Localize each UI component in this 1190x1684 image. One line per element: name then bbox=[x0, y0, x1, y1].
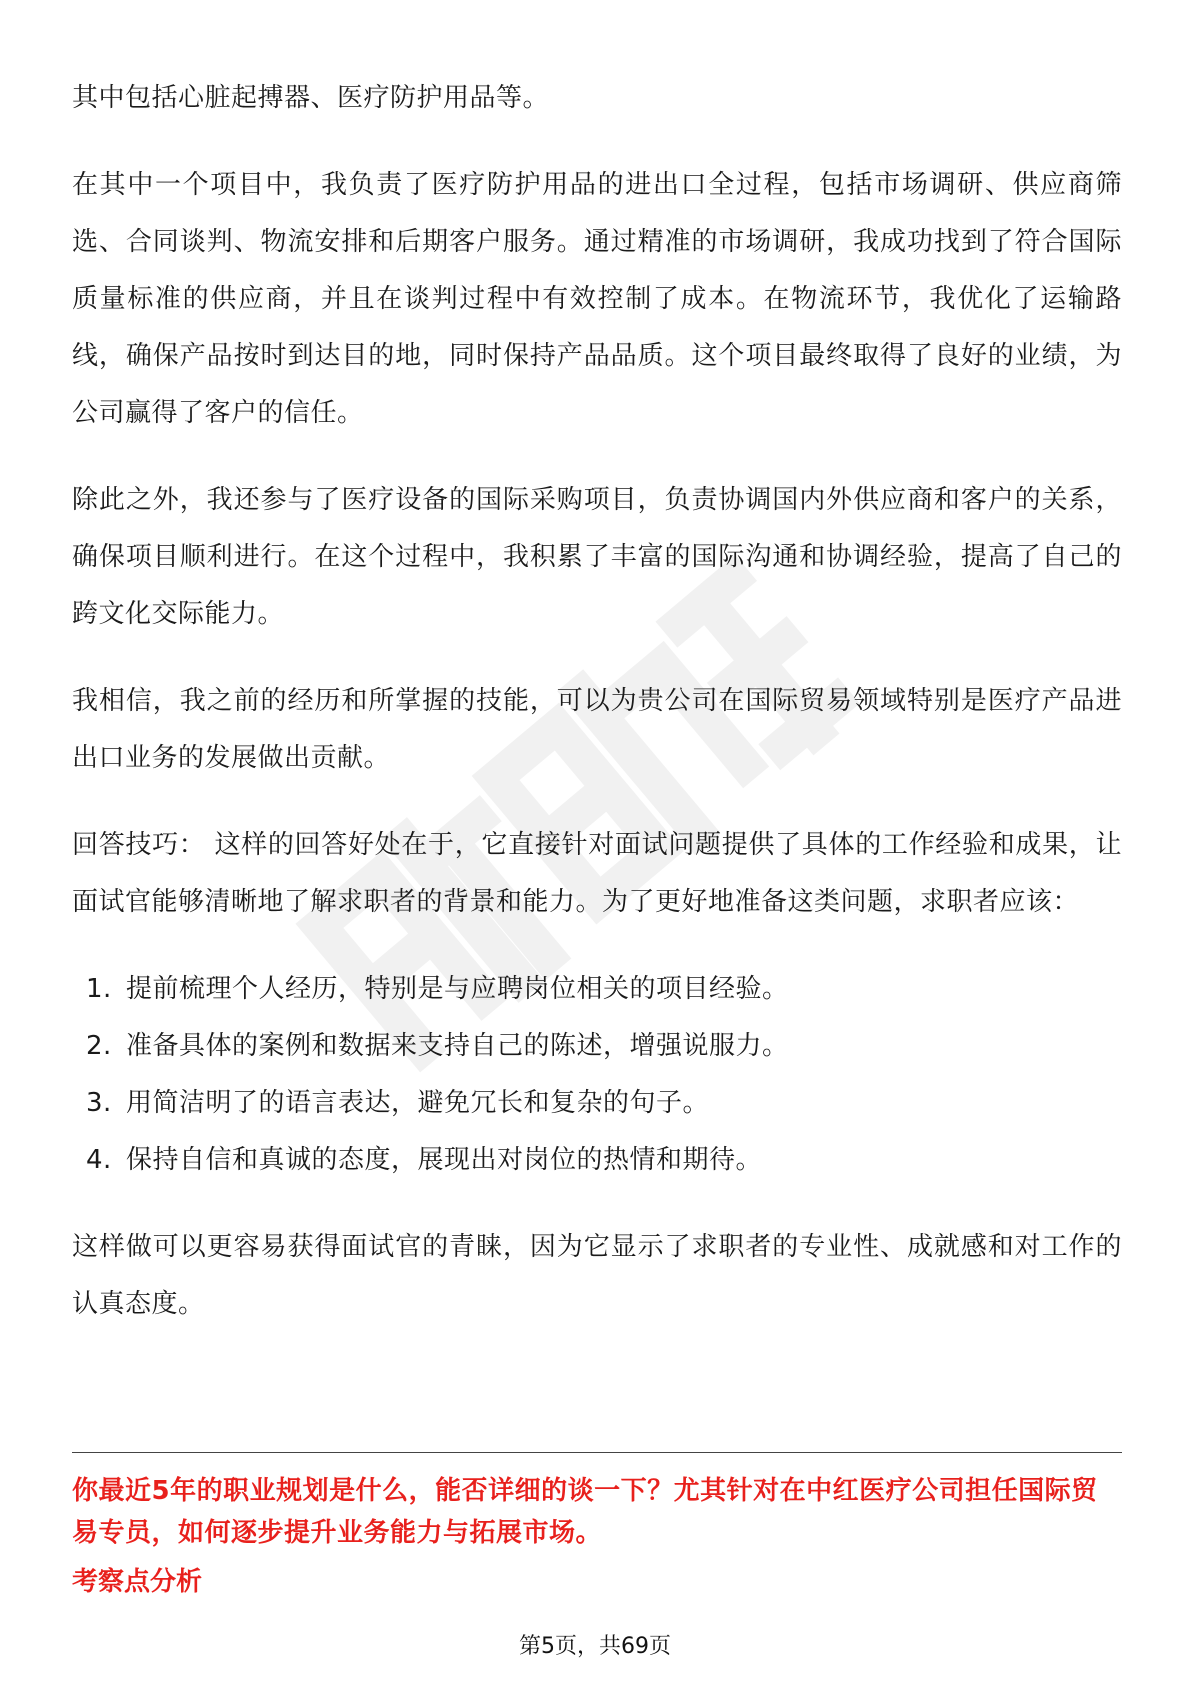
answer-tips-paragraph: 回答技巧： 这样的回答好处在于，它直接针对面试问题提供了具体的工作经验和成果，让面试官能够清晰地了解求职者的背景和能力。为了更好地准备这类问题，求职者应该： bbox=[72, 830, 1122, 917]
page-footer: 第5页，共69页 bbox=[519, 1634, 671, 1659]
list-item-text: 准备具体的案例和数据来支持自己的陈述，增强说服力。 bbox=[126, 1031, 789, 1061]
list-item-text: 保持自信和真诚的态度，展现出对岗位的热情和期待。 bbox=[126, 1145, 763, 1175]
body-content bbox=[72, 70, 1122, 1363]
list-item bbox=[72, 1132, 1122, 1189]
list-number: 3. bbox=[86, 1088, 112, 1118]
paragraph: 在其中一个项目中，我负责了医疗防护用品的进出口全过程，包括市场调研、供应商筛选、合同谈判、物流安排和后期客户服务。通过精准的市场调研，我成功找到了符合国际质量标准的供应商，并且在谈判过程中有效控制了成本。在物流环节，我优化了运输路线，确保产品按时到达目的地，同时保持产品品质。这个项目最终取得了良好的业绩，为公司赢得了客户的信任。 bbox=[72, 170, 1122, 428]
list-item bbox=[72, 1018, 1122, 1075]
next-question-heading: 你最近5年的职业规划是什么，能否详细的谈一下？尤其针对在中红医疗公司担任国际贸易专员，如何逐步提升业务能力与拓展市场。 bbox=[72, 1476, 1098, 1548]
paragraph: 除此之外，我还参与了医疗设备的国际采购项目，负责协调国内外供应商和客户的关系，确保项目顺利进行。在这个过程中，我积累了丰富的国际沟通和协调经验，提高了自己的跨文化交际能力。 bbox=[72, 485, 1122, 629]
list-number: 2. bbox=[86, 1031, 112, 1061]
list-item-text: 用简洁明了的语言表达，避免冗长和复杂的句子。 bbox=[126, 1088, 710, 1118]
list-item bbox=[72, 1075, 1122, 1132]
section-divider bbox=[72, 1452, 1122, 1453]
list-item bbox=[72, 961, 1122, 1018]
paragraph: 其中包括心脏起搏器、医疗防护用品等。 bbox=[72, 83, 550, 113]
list-number: 4. bbox=[86, 1145, 112, 1175]
tips-list bbox=[72, 961, 1122, 1189]
analysis-heading: 考察点分析 bbox=[72, 1567, 203, 1597]
list-number: 1. bbox=[86, 974, 112, 1004]
paragraph: 我相信，我之前的经历和所掌握的技能，可以为贵公司在国际贸易领域特别是医疗产品进出口业务的发展做出贡献。 bbox=[72, 686, 1122, 773]
closing-paragraph: 这样做可以更容易获得面试官的青睐，因为它显示了求职者的专业性、成就感和对工作的认真态度。 bbox=[72, 1232, 1122, 1319]
list-item-text: 提前梳理个人经历，特别是与应聘岗位相关的项目经验。 bbox=[126, 974, 789, 1004]
